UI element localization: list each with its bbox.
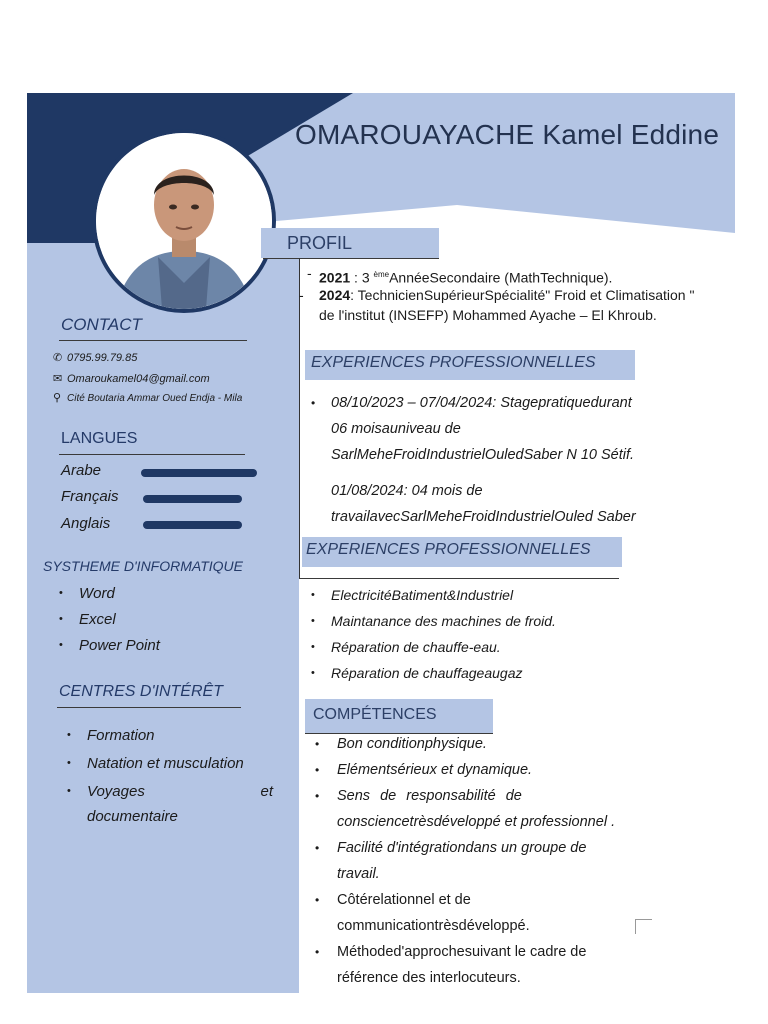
it-item: • Word	[79, 585, 160, 611]
experience2-title: EXPERIENCES PROFESSIONNELLES	[306, 541, 591, 558]
profile-left-border	[299, 258, 300, 578]
experience2-item: • Réparation de chauffe-eau.	[331, 639, 556, 665]
profile-title-underline	[263, 258, 439, 259]
it-item: • Excel	[79, 611, 160, 637]
resume-page	[27, 93, 735, 993]
profile-section-title: PROFIL	[287, 233, 353, 253]
interest-item: • Formation	[87, 727, 244, 755]
experience2-title-box	[302, 537, 622, 567]
experience2-item: • ElectricitéBatiment&Industriel	[331, 587, 556, 613]
interest-item: • Natation et musculation	[87, 755, 244, 783]
contact-title: CONTACT	[61, 315, 142, 334]
skills-title: COMPÉTENCES	[313, 706, 437, 723]
language-label-arabe: Arabe	[61, 462, 102, 479]
language-label-francais: Français	[61, 488, 119, 505]
interests-title: CENTRES D'INTÉRÊT	[59, 683, 223, 700]
it-list	[79, 585, 160, 663]
experience2-list	[331, 587, 556, 691]
interests-underline	[57, 707, 241, 708]
skill-item-3: • Sens de responsabilité de consciencetrèsdéveloppé et professionnel .	[315, 788, 616, 830]
it-item: • Power Point	[79, 637, 160, 663]
person-avatar-icon	[96, 133, 272, 309]
language-bar-francais	[143, 495, 242, 503]
contact-address: ⚲ Cité Boutaria Ammar Oued Endja - Mila	[53, 392, 243, 404]
skill-item-1: • Bon conditionphysique.	[315, 736, 487, 752]
language-label-anglais: Anglais	[61, 515, 111, 532]
experience-item-2: 01/08/2024: 04 mois de travailavecSarlMeheFroidIndustrielOuled Saber	[331, 483, 636, 525]
skill-item-4: • Facilité d'intégrationdans un groupe de travail.	[315, 840, 587, 882]
interest-item-voyages: • Voyages et documentaire	[67, 783, 273, 825]
profile-line-2021: 2021 : 3 $^{ème}$AnnéeSecondaire (MathTechnique).	[319, 269, 613, 286]
contact-phone: ✆ 0795.99.79.85	[53, 352, 138, 364]
envelope-icon: ✉	[53, 373, 63, 385]
full-name: OMAROUAYACHE Kamel Eddine	[295, 119, 720, 150]
profile-dash: -	[307, 265, 312, 281]
it-title: SYSTHEME D'INFORMATIQUE	[43, 558, 243, 574]
skill-item-2: • Elémentsérieux et dynamique.	[315, 762, 533, 778]
profile-photo	[92, 129, 276, 313]
language-bar-arabe	[141, 469, 257, 477]
location-pin-icon: ⚲	[53, 392, 62, 404]
experience-title: EXPERIENCES PROFESSIONNELLES	[311, 354, 596, 371]
experience2-item: • Maintanance des machines de froid.	[331, 613, 556, 639]
skills-title-box	[305, 699, 493, 733]
experience-item-1: • 08/10/2023 – 07/04/2024: Stagepratiquedurant 06 moisauniveau de SarlMeheFroidIndustrielOuledSaber N 10 Sétif.	[311, 395, 635, 463]
skill-item-5: • Côtérelationnel et de communicationtrèsdéveloppé.	[315, 892, 530, 934]
experience2-item: • Réparation de chauffageaugaz	[331, 665, 556, 691]
profile-section-title-box	[261, 228, 439, 258]
experience-bottom-rule	[299, 578, 619, 579]
contact-underline	[59, 340, 247, 341]
profile-line-2024: - 2024: TechnicienSupérieurSpécialité" Froid et Climatisation " de l'institut (INSEFP) Mohammed Ayache – El Khroub.	[299, 287, 695, 323]
languages-title: LANGUES	[61, 430, 138, 447]
interests-list	[87, 727, 244, 783]
experience-title-box	[305, 350, 635, 380]
corner-mark	[635, 919, 652, 934]
contact-email: ✉ Omaroukamel04@gmail.com	[53, 373, 210, 385]
language-bar-anglais	[143, 521, 242, 529]
languages-underline	[59, 454, 245, 455]
phone-icon: ✆	[53, 352, 63, 364]
skill-item-6: • Méthoded'approchesuivant le cadre de référence des interlocuteurs.	[315, 944, 587, 986]
